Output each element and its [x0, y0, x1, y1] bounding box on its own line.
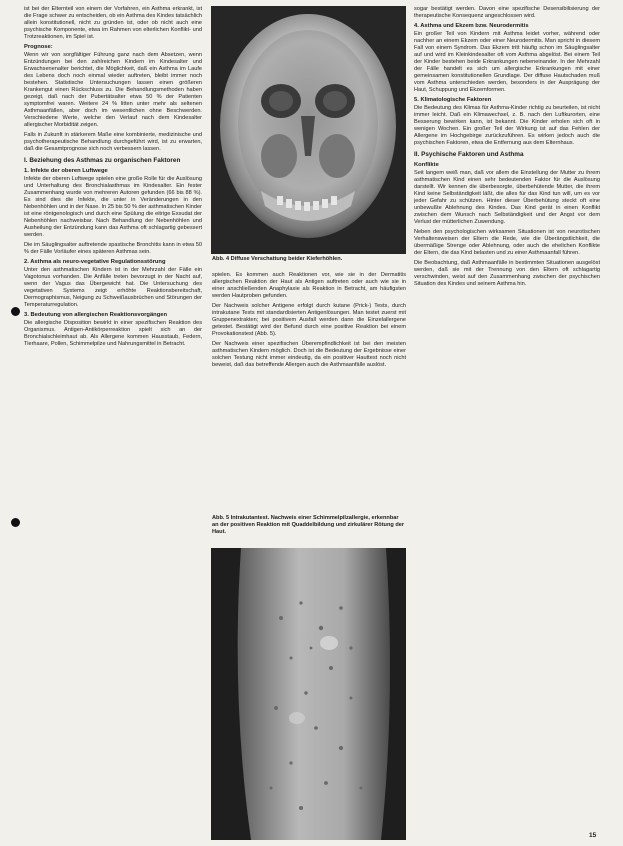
figure-5-caption: Abb. 5 Intrakutantest. Nachweis einer Schimmelpilzallergie, erkennbar an der positiven Reaktion mit Quaddelbildung und zirkulärer Rötung der Haut. — [212, 515, 405, 535]
psychology-text-3: Die Beobachtung, daß Asthmaanfälle in bestimmten Situationen ausgelöst werden, daß sie mit der Trennung von den Eltern oft schlagartig verschwinden, weist auf den Zusammenhang zwischen der psychischen Situation des Kindes und seinem Asthma hin. — [414, 259, 600, 287]
binder-hole-bottom — [11, 518, 20, 527]
page-number: 15 — [589, 832, 597, 839]
figure-5-photo — [211, 548, 406, 840]
right-intro: sogar bestätigt werden. Davon eine spezifische Desensibilisierung der therapeutische Konsequenz angeschlossen wird. — [414, 6, 600, 19]
prognosis-text-2: Falls in Zukunft in stärkerem Maße eine kombinierte, medizinische und psychotherapeutische Behandlung durchgeführt wird, ist zu erwarten, daß die Gesamtprognose sich noch verbessern lassen. — [24, 132, 202, 152]
figure-4-xray — [211, 6, 406, 254]
section-1-heading: I. Beziehung des Asthmas zu organischen Faktoren — [24, 157, 181, 164]
psychology-text-1: Seit langem weiß man, daß vor allem die Einstellung der Mutter zu ihrem asthmatischen Kind einen sehr bedeutenden Faktor für die Auslösung darstellt. Wir kennen die überbesorgte, überbehütende Mutter, die ihrem Kind keine Selbständigkeit läßt, die alles für das Kind tun will, um es vor jeder Gefahr zu schützen. Hinter dieser Überbehütung steckt oft eine unbewußte Ablehnung des Kindes. Das Kind gerät in einen Konflikt zwischen dem Wunsch nach Selbständigkeit und der Angst vor dem Verlust der mütterlichen Zuwendung. — [414, 169, 600, 225]
column-left — [24, 6, 202, 842]
arm-illustration — [211, 548, 406, 840]
section-ii-subheading: Konflikte — [414, 161, 439, 168]
prognosis-heading: Prognose: — [24, 44, 53, 50]
section-3-text: Die allergische Disposition bewirkt in einer spezifischen Reaktion des Organismus. Antigen-Antikörperreaktion spielt sich an der Bronchialschleimhaut ab. Als Allergene kommen Hausstaub, Federn, Tierhaare, Pollen, Schimmelpilze und Nahrungsmittel in Betracht. — [24, 319, 202, 347]
section-4-subheading: 4. Asthma und Ekzem bzw. Neurodermitis — [414, 23, 529, 29]
prognosis-text: Wenn wir von sorgfältiger Führung ganz nach dem Absetzen, wenn Entzündungen bei den zahlreichen Kindern im Kindesalter und Erwachsenenalter berichtet, die Möglichkeit, daß ein Asthma im Laufe des Lebens doch noch einmal wieder auftreten, bleibt immer noch bestehen. Statistische Untersuchungen lassen einen größeren Krankengut einen Rückschluss zu. Die Behandlungsmethoden haben gezeigt, daß nach der Pubertätsalter etwa 50 % der Patienten symptomfrei waren. Weitere 24 % litten unter mehr als seltenen Asthmaanfällen, aber doch im wesentlichen ohne Beschwerden. Verschiedene Werte, welche den Verlauf nach dem Kindesalter allergischer Morbidität zeigen. — [24, 52, 202, 128]
section-3-subheading: 3. Bedeutung von allergischen Reaktionsvorgängen — [24, 311, 168, 318]
column-middle — [212, 272, 406, 507]
section-1-text-2: Die im Säuglingsalter auftretende spastische Bronchitis kann in etwa 50 % der Fälle Vorläufer eines späteren Asthmas sein. — [24, 241, 202, 255]
psychology-text-2: Neben den psychologischen wirksamen Situationen ist von neurotischen Verhaltensweisen der Eltern die Rede, wie die Überängstlichkeit, die übermäßige Strenge oder Ablehnung, oder auch die ehelichen Konflikte der Eltern, die das Kind belasten und zu einer Asthmaanfall führen. — [414, 228, 600, 256]
section-4-text: Ein großer Teil von Kindern mit Asthma leidet vorher, während oder nachher an einem Ekzem oder einer Neurodermitis. Man spricht in diesem Fall von einem Syndrom. Das Ekzem tritt häufig schon im Säuglingsalter auf und wird im Kleinkindesalter oft vom Asthma abgelöst. Bei einem Teil der Kinder bestehen beide Erkrankungen nebeneinander. In der Mehrzahl der Fälle handelt es sich um allergische Erkrankungen mit einer gemeinsamen konstitutionellen Grundlage. Der diffuse Hautschaden muß vom Asthma unterschieden werden, besonders in der Ausprägung der Haut, Schuppung und Ekzemformen. — [414, 31, 600, 93]
binder-hole-top — [11, 307, 20, 316]
intro-paragraph: ist bei der Elternteil von einem der Vorfahren, ein Asthma erkrankt, ist die Frage schwer zu entscheiden, ob ein Asthma des Kindes tatsächlich allein konstitutionell, nicht zu gründen ist, oder ob nicht auch eine psychische Komponente, etwa im Rahmen von elterlichen Konflikt- und Trotzreaktionen, im Spiel ist. — [24, 6, 202, 40]
section-1-subheading: 1. Infekte der oberen Luftwege — [24, 167, 108, 174]
section-1-text: Infekte der oberen Luftwege spielen eine große Rolle für die Auslösung und Unterhaltung des Bronchialasthmas im Kindesalter. Ein fester Zusammenhang wurde von mehreren Autoren gefunden (66 bis 88 %). Es sind dies die Infekte, die unter in Veränderungen in den Nebenhöhlen und in der Nase. In 25 bis 50 % der asthmatischen Kinder ist eine röntgenologisch und durch eine Spülung die eitrige Exsudat der Nebenhöhlen nachweisbar. Nach Behandlung der Nebenhöhlen und Ausheilung der Entzündung kann das Asthma oft schlagartig gebessert werden. — [24, 175, 202, 238]
middle-text-3: Der Nachweis einer spezifischen Überempfindlichkeit ist bei den meisten asthmatischen Kindern möglich. Doch ist die Bedeutung der Ergebnisse einer solchen Testung nicht immer eindeutig, da ein positiver Hauttest noch nicht beweist, daß das betreffende Allergen auch die Asthmaanfälle auslöst. — [212, 341, 406, 368]
section-5-text: Die Bedeutung des Klimas für Asthma-Kinder richtig zu beurteilen, ist nicht immer leicht. Daß ein Klimawechsel, z. B. nach den Luftkurorten, eine Besserung bewirken kann, ist bekannt. Die Kinder erholen sich oft in wenigen Wochen. Ein großer Teil der Wirkung ist auf das Fehlen der Allergene im Hochgebirge zurückzuführen. Es wirken jedoch auch die psychischen Faktoren, etwa die Entfernung aus dem Elternhaus. — [414, 105, 600, 146]
section-2-text: Unter den asthmatischen Kindern ist in der Mehrzahl der Fälle ein Vagotonus vorhanden. Die Anfälle treten bevorzugt in der Nacht auf, wenn der Vagus das Übergewicht hat. Die Untersuchung des vegetativen Systems zeigt erhöhte Reaktionsbereitschaft, Dermographismus, Neigung zu Schweißausbrüchen und Störungen der Temperaturregulation. — [24, 266, 202, 308]
section-5-subheading: 5. Klimatologische Faktoren — [414, 97, 492, 103]
column-right — [414, 6, 600, 826]
xray-illustration — [211, 6, 406, 254]
middle-text-2: Der Nachweis solcher Antigene erfolgt durch kutane (Prick-) Tests, durch intrakutane Tests mit standardisierten Antigenlösungen. Man testet zuerst mit Gruppenextrakten; bei positivem Ausfall werden dann die Einzelallergene getestet. Bestätigt wird der Befund durch eine positive Reaktion bei einem Provokationstest (Abb. 5). — [212, 303, 406, 337]
figure-4-caption: Abb. 4 Diffuse Verschattung beider Kieferhöhlen. — [212, 256, 343, 262]
middle-text-1: spielen. Es kommen auch Reaktionen vor, wie sie in der Dermatitis allergischen Reaktion der Haut als Antigen auftreten oder auch wie sie in einer anschließenden Anaphylaxie als Reaktion in Betracht, am häufigsten werden Hautproben gefunden. — [212, 272, 406, 299]
section-ii-heading: II. Psychische Faktoren und Asthma — [414, 151, 524, 158]
section-2-subheading: 2. Asthma als neuro-vegetative Regulationsstörung — [24, 258, 166, 265]
